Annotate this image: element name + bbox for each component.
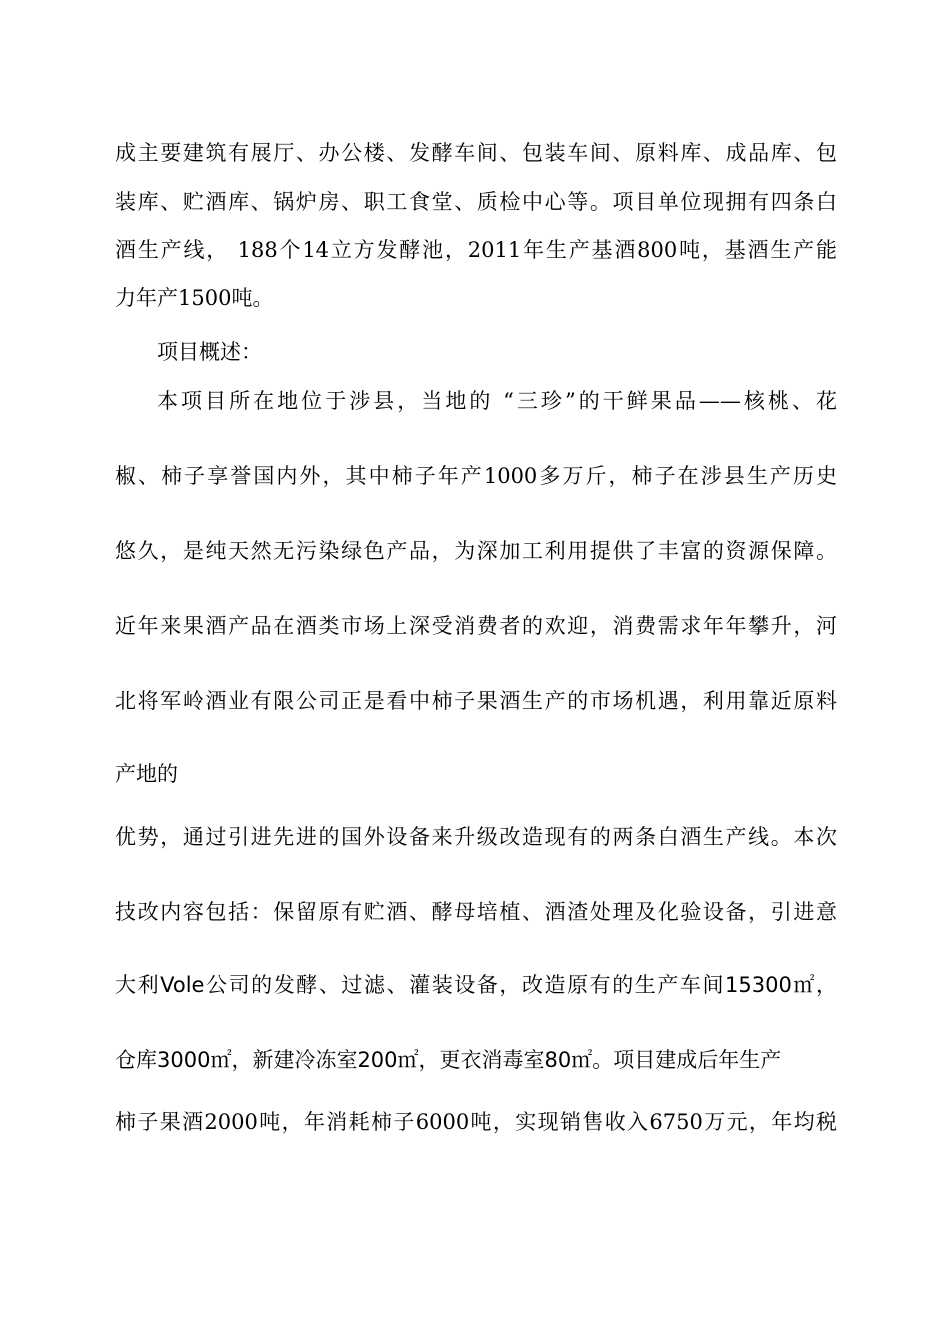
paragraph-2-line-6: 产地的 — [115, 762, 178, 786]
paragraph-2-line-8: 技改内容包括：保留原有贮酒、酵母培植、酒渣处理及化验设备，引进意 — [115, 900, 837, 924]
paragraph-1-line-4: 力年产1500吨。 — [115, 286, 274, 310]
paragraph-1-line-3: 酒生产线， 188个14立方发酵池，2011年生产基酒800吨，基酒生产能 — [115, 238, 837, 262]
section-heading: 项目概述： — [157, 340, 262, 364]
paragraph-2-line-3: 悠久，是纯天然无污染绿色产品，为深加工利用提供了丰富的资源保障。 — [115, 539, 837, 563]
paragraph-2-line-1: 本项目所在地位于涉县，当地的 “三珍”的干鲜果品——核桃、花 — [157, 389, 837, 413]
paragraph-2-line-7: 优势，通过引进先进的国外设备来升级改造现有的两条白酒生产线。本次 — [115, 825, 837, 849]
paragraph-1-line-2: 装库、贮酒库、锅炉房、职工食堂、质检中心等。项目单位现拥有四条白 — [115, 190, 837, 214]
paragraph-1-line-1: 成主要建筑有展厅、办公楼、发酵车间、包装车间、原料库、成品库、包 — [115, 141, 837, 165]
paragraph-2-line-2: 椒、柿子享誉国内外，其中柿子年产1000多万斤，柿子在涉县生产历史 — [115, 464, 837, 488]
paragraph-2-line-4: 近年来果酒产品在酒类市场上深受消费者的欢迎，消费需求年年攀升，河 — [115, 614, 837, 638]
paragraph-2-line-9: 大利Vole公司的发酵、过滤、灌装设备，改造原有的生产车间15300㎡， — [115, 973, 837, 997]
paragraph-2-line-10: 仓库3000㎡，新建冷冻室200㎡，更衣消毒室80㎡。项目建成后年生产 — [115, 1048, 782, 1072]
paragraph-2-line-5: 北将军岭酒业有限公司正是看中柿子果酒生产的市场机遇，利用靠近原料 — [115, 689, 837, 713]
paragraph-2-line-11: 柿子果酒2000吨，年消耗柿子6000吨，实现销售收入6750万元，年均税 — [115, 1110, 837, 1134]
